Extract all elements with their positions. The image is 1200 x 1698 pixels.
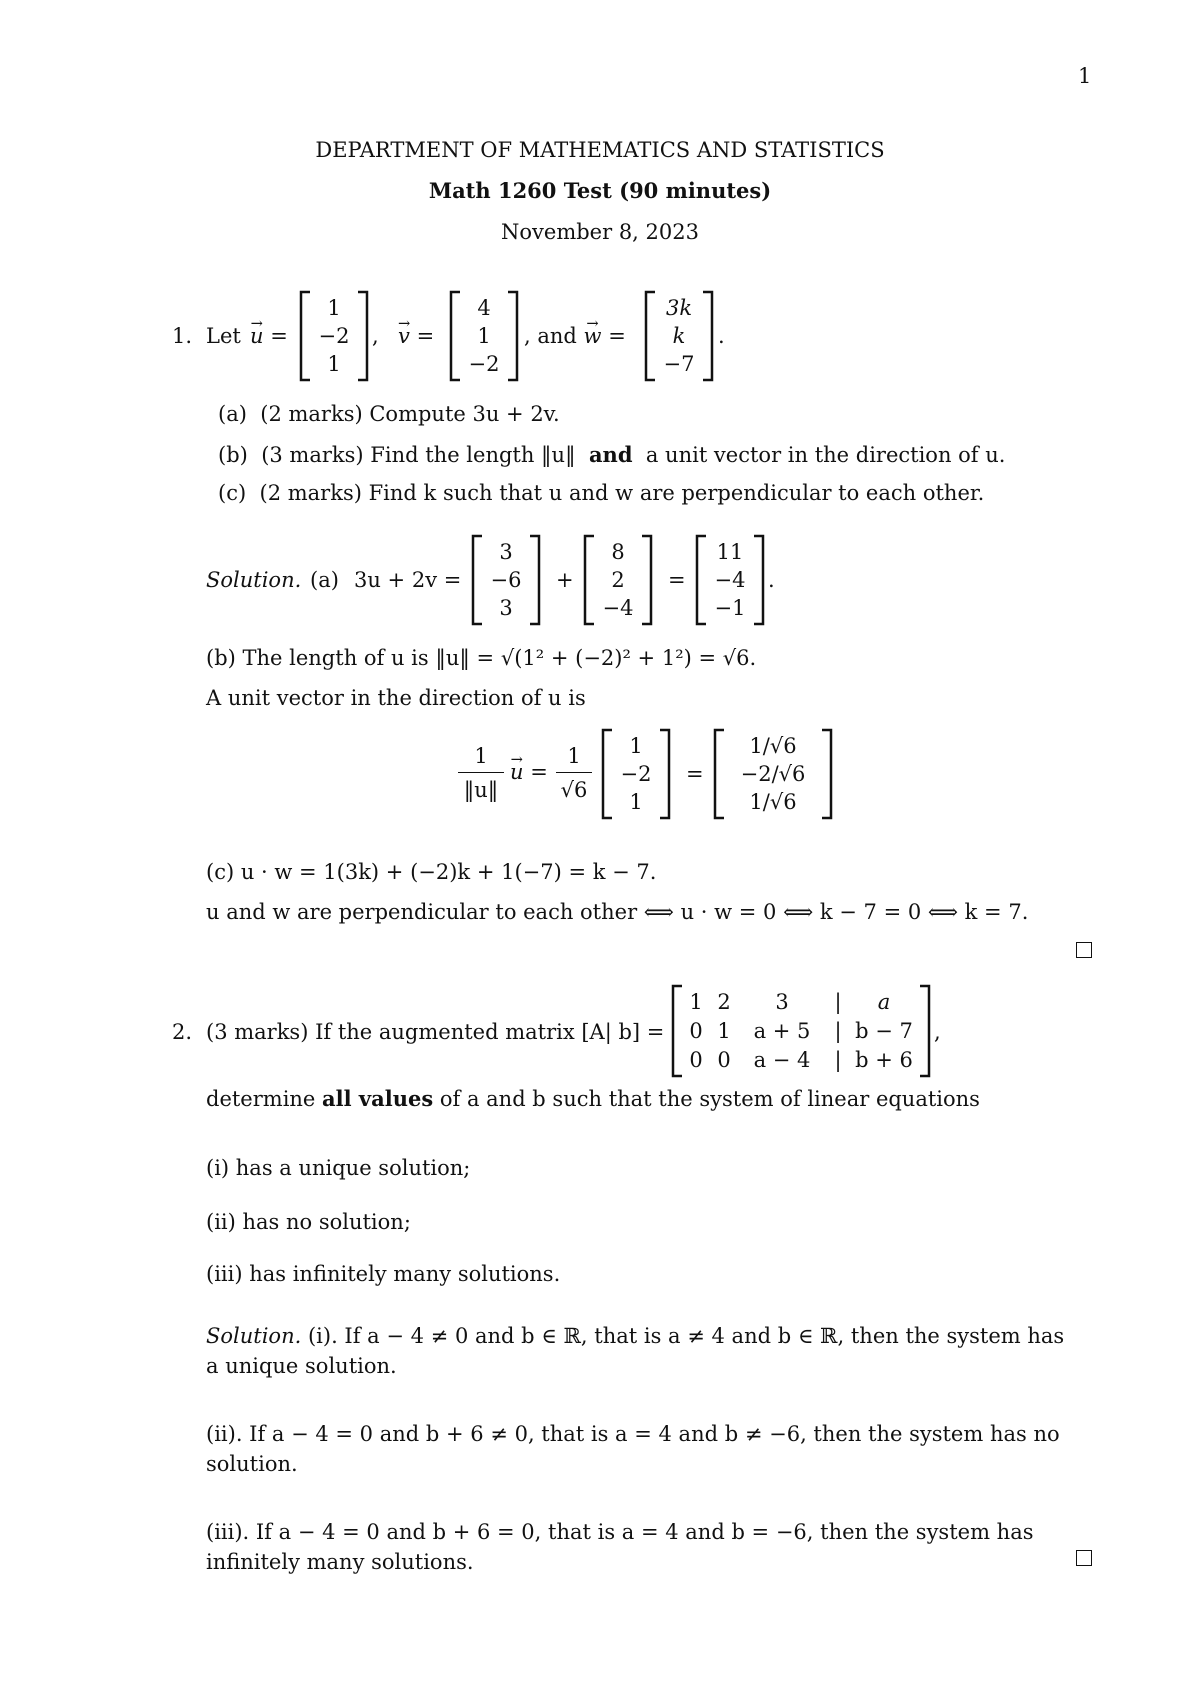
sol-a-period: .: [768, 568, 775, 592]
matrix-2v-cell: 2: [611, 568, 625, 592]
q2-sol-i-line1: Solution. (i). If a − 4 ≠ 0 and b ∈ ℝ, that is a ≠ 4 and b ∈ ℝ, then the system has: [206, 1324, 1065, 1348]
matrix-2v-cell: 8: [611, 540, 625, 564]
matrix-sum-cell: −4: [714, 568, 746, 592]
aug-bar: |: [834, 990, 842, 1014]
q2-item-iii: (iii) has infinitely many solutions.: [206, 1262, 561, 1286]
test-title: Math 1260 Test (90 minutes): [428, 178, 772, 203]
augmented-matrix: [670, 984, 932, 1078]
matrix-v: [448, 290, 520, 382]
matrix-w-cell: k: [672, 324, 686, 348]
q2-sol-iii-line1: (iii). If a − 4 = 0 and b + 6 = 0, that is a = 4 and b = −6, then the system has: [206, 1520, 1034, 1544]
q1-sol-b-line2: A unit vector in the direction of u is: [206, 686, 586, 710]
matrix-u: [298, 290, 370, 382]
frac1-numerator: 1: [474, 744, 488, 768]
q2-item-i: (i) has a unique solution;: [206, 1156, 471, 1180]
plus-sign: +: [556, 568, 574, 592]
frac2-denominator: √6: [560, 778, 588, 802]
q2-sol-iii-line2: infinitely many solutions.: [206, 1550, 474, 1574]
department-heading: DEPARTMENT OF MATHEMATICS AND STATISTICS: [315, 138, 885, 162]
qed-box: [1076, 1550, 1092, 1566]
matrix-w: [643, 290, 715, 382]
matrix-u-cell: 1: [327, 352, 341, 376]
matrix-u-repeat: [600, 728, 672, 820]
matrix-3u-cell: −6: [490, 568, 522, 592]
matrix-w-cell: 3k: [665, 296, 693, 320]
matrix-unit-cell: −2/√6: [740, 762, 806, 786]
q1-sol-a-expr: 3u + 2v =: [354, 568, 462, 592]
matrix-u-repeat-cell: 1: [629, 734, 643, 758]
aug-cell: 1: [717, 1019, 731, 1043]
matrix-u-cell: −2: [318, 324, 350, 348]
aug-cell: b + 6: [855, 1048, 913, 1072]
q1-sol-c-line: (c) u · w = 1(3k) + (−2)k + 1(−7) = k − 7.: [206, 860, 657, 884]
q2-sol-ii-line2: solution.: [206, 1452, 298, 1476]
matrix-3u-cell: 3: [499, 596, 513, 620]
matrix-w-cell: −7: [663, 352, 695, 376]
matrix-sum: [694, 534, 766, 626]
aug-bar: |: [834, 1019, 842, 1043]
q2-intro: (3 marks) If the augmented matrix [A| b] =: [206, 1020, 665, 1044]
matrix-v-cell: 4: [477, 296, 491, 320]
unit-equals: =: [686, 762, 704, 786]
frac2-bar: [556, 772, 592, 773]
matrix-3u-cell: 3: [499, 540, 513, 564]
matrix-v-cell: −2: [468, 352, 500, 376]
matrix-unit-vector: [712, 728, 834, 820]
q1-and: , and → w =: [524, 326, 626, 347]
frac1-denominator: ‖u‖: [463, 778, 499, 802]
q2-item-ii: (ii) has no solution;: [206, 1210, 411, 1234]
q2-trail: ,: [934, 1020, 941, 1044]
matrix-3u: [470, 534, 542, 626]
q1-let: Let: [206, 324, 241, 348]
equals-sign: =: [668, 568, 686, 592]
matrix-2v-cell: −4: [602, 596, 634, 620]
q1-part-b: (b) (3 marks) Find the length ‖u‖ and a unit vector in the direction of u.: [218, 442, 1006, 467]
aug-cell: 0: [689, 1048, 703, 1072]
q1-part-c: (c) (2 marks) Find k such that u and w are perpendicular to each other.: [218, 481, 985, 505]
u-symbol: → u =: [510, 762, 548, 783]
aug-cell: 2: [717, 990, 731, 1014]
q1-sol-c-line2: u and w are perpendicular to each other ⟺ u · w = 0 ⟺ k − 7 = 0 ⟺ k = 7.: [206, 900, 1029, 924]
matrix-sum-cell: −1: [714, 596, 746, 620]
matrix-2v: [582, 534, 654, 626]
q2-sol-ii-line1: (ii). If a − 4 = 0 and b + 6 ≠ 0, that is a = 4 and b ≠ −6, then the system has no: [206, 1422, 1060, 1446]
test-date: November 8, 2023: [501, 220, 699, 244]
q2-determine: determine all values of a and b such that the system of linear equations: [206, 1086, 980, 1111]
matrix-unit-cell: 1/√6: [749, 790, 797, 814]
q1-v-label: → v =: [398, 326, 434, 347]
qed-box: [1076, 942, 1092, 958]
aug-cell: 1: [689, 990, 703, 1014]
matrix-unit-cell: 1/√6: [749, 734, 797, 758]
q1-number: 1.: [172, 324, 193, 348]
q2-sol-i-line2: a unique solution.: [206, 1354, 397, 1378]
aug-cell: a + 5: [753, 1019, 811, 1043]
q1-comma: ,: [372, 324, 379, 348]
aug-cell: 0: [717, 1048, 731, 1072]
frac2-numerator: 1: [567, 744, 581, 768]
q1-part-a: (a) (2 marks) Compute 3u + 2v.: [218, 402, 560, 426]
q2-number: 2.: [172, 1020, 193, 1044]
matrix-u-repeat-cell: −2: [620, 762, 652, 786]
page-number: 1: [1078, 64, 1092, 88]
matrix-v-cell: 1: [477, 324, 491, 348]
aug-cell: 3: [775, 990, 789, 1014]
aug-cell: a: [877, 990, 891, 1014]
frac1-bar: [458, 772, 504, 773]
aug-cell: b − 7: [855, 1019, 913, 1043]
q1-solution-label: Solution.: [206, 568, 302, 592]
q1-period: .: [718, 324, 725, 348]
aug-cell: a − 4: [753, 1048, 811, 1072]
q1-sol-b-line: (b) The length of u is ‖u‖ = √(1² + (−2)² + 1²) = √6.: [206, 646, 757, 670]
matrix-u-cell: 1: [327, 296, 341, 320]
aug-cell: 0: [689, 1019, 703, 1043]
matrix-sum-cell: 11: [716, 540, 744, 564]
matrix-u-repeat-cell: 1: [629, 790, 643, 814]
q1-u-label: → u =: [250, 326, 288, 347]
q1-sol-a-label: (a): [310, 568, 339, 592]
aug-bar: |: [834, 1048, 842, 1072]
